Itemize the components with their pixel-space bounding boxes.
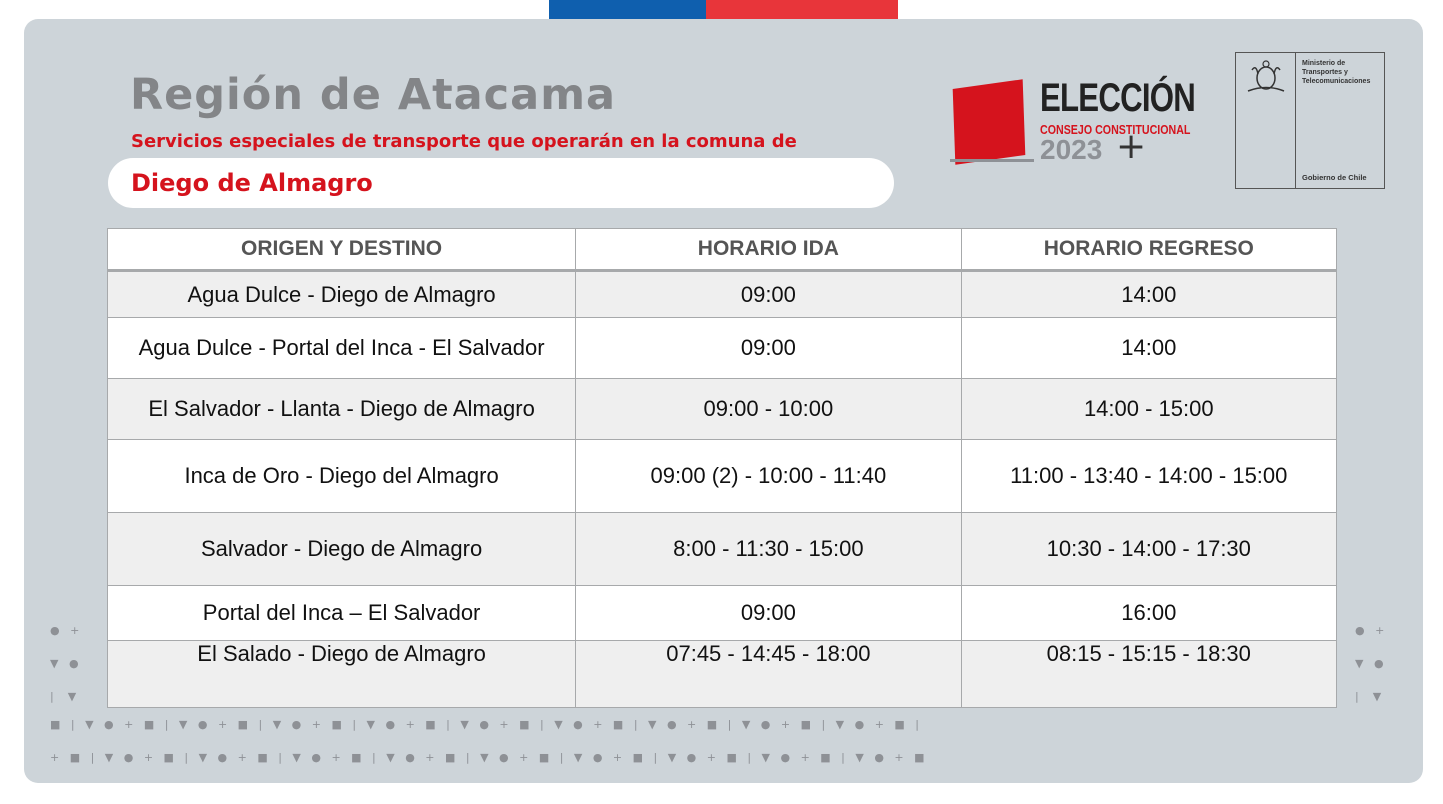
cell-ida: 09:00 bbox=[576, 271, 961, 318]
table-row bbox=[108, 440, 1337, 513]
table-row bbox=[108, 318, 1337, 379]
logo-subtitle: CONSEJO CONSTITUCIONAL bbox=[1040, 122, 1191, 137]
logo-title: ELECCIÓN bbox=[1040, 76, 1195, 120]
logo-underline bbox=[950, 159, 1034, 162]
table-row bbox=[108, 586, 1337, 641]
gobierno-label: Gobierno de Chile bbox=[1302, 173, 1367, 182]
decorative-pattern-left: ● + ▼ ● | ▼ bbox=[50, 624, 80, 703]
column-header-ida: HORARIO IDA bbox=[576, 229, 961, 271]
cell-regreso: 14:00 bbox=[961, 271, 1336, 318]
cell-origen: El Salado - Diego de Almagro bbox=[108, 641, 576, 708]
ministry-name: Ministerio de Transportes y Telecomunicaciones bbox=[1302, 60, 1371, 85]
decorative-pattern-right: ● + ▼ ● | ▼ bbox=[1355, 624, 1385, 703]
cell-regreso: 14:00 - 15:00 bbox=[961, 379, 1336, 440]
column-header-regreso: HORARIO REGRESO bbox=[961, 229, 1336, 271]
cell-origen: Inca de Oro - Diego del Almagro bbox=[108, 440, 576, 513]
region-title: Región de Atacama bbox=[130, 70, 617, 120]
cell-ida: 09:00 bbox=[576, 586, 961, 641]
eleccion-logo bbox=[950, 76, 1210, 166]
column-header-origen: ORIGEN Y DESTINO bbox=[108, 229, 576, 271]
cell-ida: 07:45 - 14:45 - 18:00 bbox=[576, 641, 961, 708]
cell-origen: Portal del Inca – El Salvador bbox=[108, 586, 576, 641]
cell-origen: Agua Dulce - Portal del Inca - El Salvador bbox=[108, 318, 576, 379]
plus-icon: + bbox=[1116, 126, 1147, 167]
cell-origen: El Salvador - Llanta - Diego de Almagro bbox=[108, 379, 576, 440]
subtitle: Servicios especiales de transporte que operarán en la comuna de bbox=[131, 131, 797, 152]
table-row bbox=[108, 641, 1337, 708]
logo-year: 2023 bbox=[1040, 134, 1103, 165]
ministry-logo bbox=[1235, 52, 1385, 189]
flag-stripe-red bbox=[706, 0, 898, 19]
services-table bbox=[107, 228, 1337, 708]
cell-regreso: 11:00 - 13:40 - 14:00 - 15:00 bbox=[961, 440, 1336, 513]
table-row bbox=[108, 271, 1337, 318]
comuna-pill bbox=[108, 158, 894, 208]
ballot-icon bbox=[953, 79, 1026, 164]
cell-regreso: 14:00 bbox=[961, 318, 1336, 379]
cell-ida: 09:00 (2) - 10:00 - 11:40 bbox=[576, 440, 961, 513]
table-row bbox=[108, 513, 1337, 586]
cell-origen: Salvador - Diego de Almagro bbox=[108, 513, 576, 586]
table-header-row bbox=[108, 229, 1337, 271]
cell-ida: 09:00 bbox=[576, 318, 961, 379]
flag-stripe-blue bbox=[549, 0, 706, 19]
cell-origen: Agua Dulce - Diego de Almagro bbox=[108, 271, 576, 318]
cell-regreso: 08:15 - 15:15 - 18:30 bbox=[961, 641, 1336, 708]
cell-ida: 8:00 - 11:30 - 15:00 bbox=[576, 513, 961, 586]
decorative-pattern-bottom: ■ | ▼ ● + ■ | ▼ ● + ■ | ▼ ● + ■ | ▼ ● + ■ | ▼ ● + ■ | ▼ ● + ■ | ▼ ● + ■ | ▼ ● + ■ | ▼ ● + ■ | + ■ | ▼ ● + ■ | ▼ ● + ■ | ▼ ● + ■ | ▼ ● + ■ | ▼ ● + ■ | ▼ ● + ■ | ▼ ● + ■ | ▼ ● + ■ | ▼ ● + ■ bbox=[50, 718, 925, 764]
cell-ida: 09:00 - 10:00 bbox=[576, 379, 961, 440]
cell-regreso: 16:00 bbox=[961, 586, 1336, 641]
table-row bbox=[108, 379, 1337, 440]
coat-of-arms-icon bbox=[1244, 58, 1288, 94]
comuna-name: Diego de Almagro bbox=[131, 169, 373, 197]
cell-regreso: 10:30 - 14:00 - 17:30 bbox=[961, 513, 1336, 586]
ministry-divider bbox=[1295, 53, 1296, 188]
